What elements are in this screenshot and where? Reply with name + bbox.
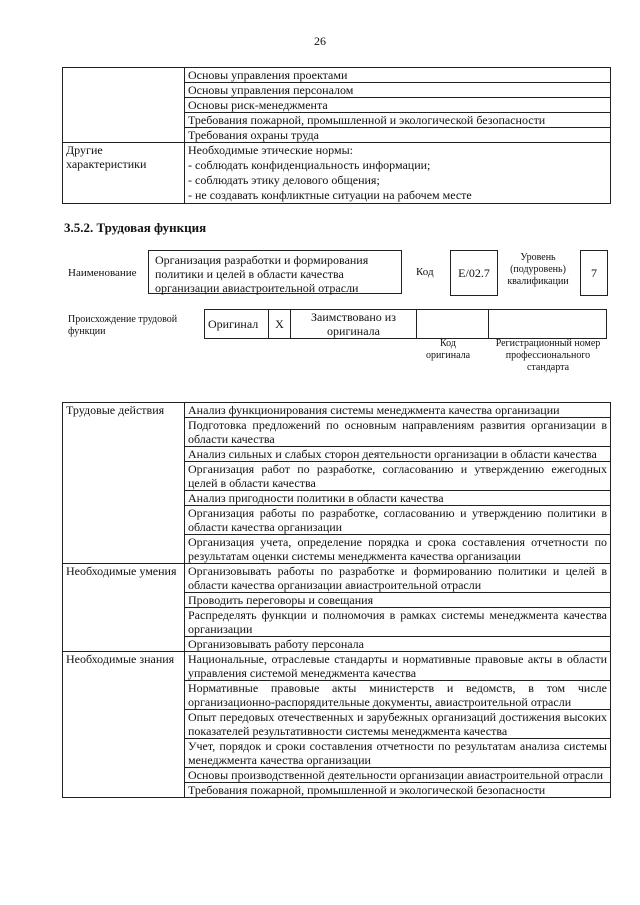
level-label: Уровень (подуровень) квалификации: [507, 252, 569, 287]
level-value-box: 7: [580, 250, 608, 296]
knowledge-item: Национальные, отраслевые стандарты и нормативные правовые акты в области управления системой менеджмента качества: [185, 652, 611, 681]
original-label: Оригинал: [205, 310, 269, 339]
code-label: Код: [416, 266, 434, 278]
action-item: Анализ пригодности политики в области качества: [185, 491, 611, 506]
knowledge-item: Нормативные правовые акты министерств и ведомств, в том числе организационно-распорядительные документы, авиастроительной отрасли: [185, 681, 611, 710]
ethics-line: - не создавать конфликтные ситуации на рабочем месте: [188, 188, 472, 202]
original-mark: X: [269, 310, 291, 339]
ethics-line: - соблюдать конфиденциальность информации;: [188, 158, 431, 172]
actions-label: Трудовые действия: [63, 403, 185, 564]
action-item: Организация работ по разработке, согласованию и утверждению ежегодных целей в области качества: [185, 462, 611, 491]
function-code-box: E/02.7: [450, 250, 498, 296]
action-item: Анализ сильных и слабых сторон деятельности организации в области качества: [185, 447, 611, 462]
skills-label: Необходимые умения: [63, 564, 185, 652]
origin-table: [204, 309, 607, 339]
ethics-line: Необходимые этические нормы:: [188, 143, 353, 157]
knowledge-item: Опыт передовых отечественных и зарубежных организаций достижения высоких показателей результативности системы менеджмента качества: [185, 710, 611, 739]
origin-label: Происхождение трудовой функции: [68, 314, 178, 337]
code-caption: Код оригинала: [425, 338, 471, 361]
knowledge-item: Основы риск-менеджмента: [185, 98, 611, 113]
knowledge-label: Необходимые знания: [63, 652, 185, 798]
action-item: Анализ функционирования системы менеджмента качества организации: [185, 403, 611, 418]
action-item: Организация учета, определение порядка и срока составления отчетности по результатам оценки системы менеджмента качества организации: [185, 535, 611, 564]
knowledge-item: Требования пожарной, промышленной и экологической безопасности: [185, 783, 611, 798]
page-number: 26: [314, 34, 326, 48]
borrowed-label: Заимствовано из оригинала: [291, 310, 417, 339]
original-code-cell: [417, 310, 489, 339]
function-name-box: Организация разработки и формирования политики и целей в области качества организации авиастроительной отрасли: [148, 250, 402, 294]
knowledge-item: Требования пожарной, промышленной и экологической безопасности: [185, 113, 611, 128]
registration-number-cell: [489, 310, 607, 339]
knowledge-item: Основы управления проектами: [185, 68, 611, 83]
action-item: Подготовка предложений по основным направлениям развития организации в области качества: [185, 418, 611, 447]
ethics-line: - соблюдать этику делового общения;: [188, 173, 380, 187]
skill-item: Организовывать работу персонала: [185, 637, 611, 652]
knowledge-item: Основы производственной деятельности организации авиастроительной отрасли: [185, 768, 611, 783]
skill-item: Проводить переговоры и совещания: [185, 593, 611, 608]
knowledge-item: Основы управления персоналом: [185, 83, 611, 98]
other-characteristics-label: Другие характеристики: [63, 143, 185, 204]
main-table: [62, 402, 611, 798]
knowledge-item: Учет, порядок и сроки составления отчетности по результатам анализа системы менеджмента качества организации: [185, 739, 611, 768]
action-item: Организация работы по разработке, согласованию и утверждению политики в области качества организации: [185, 506, 611, 535]
section-title: 3.5.2. Трудовая функция: [64, 220, 207, 235]
top-table-empty-label: [63, 68, 185, 143]
other-characteristics-value: [185, 143, 611, 204]
name-label: Наименование: [68, 267, 137, 279]
top-table: [62, 67, 611, 204]
registration-caption: Регистрационный номер профессионального стандарта: [495, 338, 601, 373]
skill-item: Организовывать работы по разработке и формированию политики и целей в области качества организации авиастроительной отрасли: [185, 564, 611, 593]
skill-item: Распределять функции и полномочия в рамках системы менеджмента качества организации: [185, 608, 611, 637]
knowledge-item: Требования охраны труда: [185, 128, 611, 143]
